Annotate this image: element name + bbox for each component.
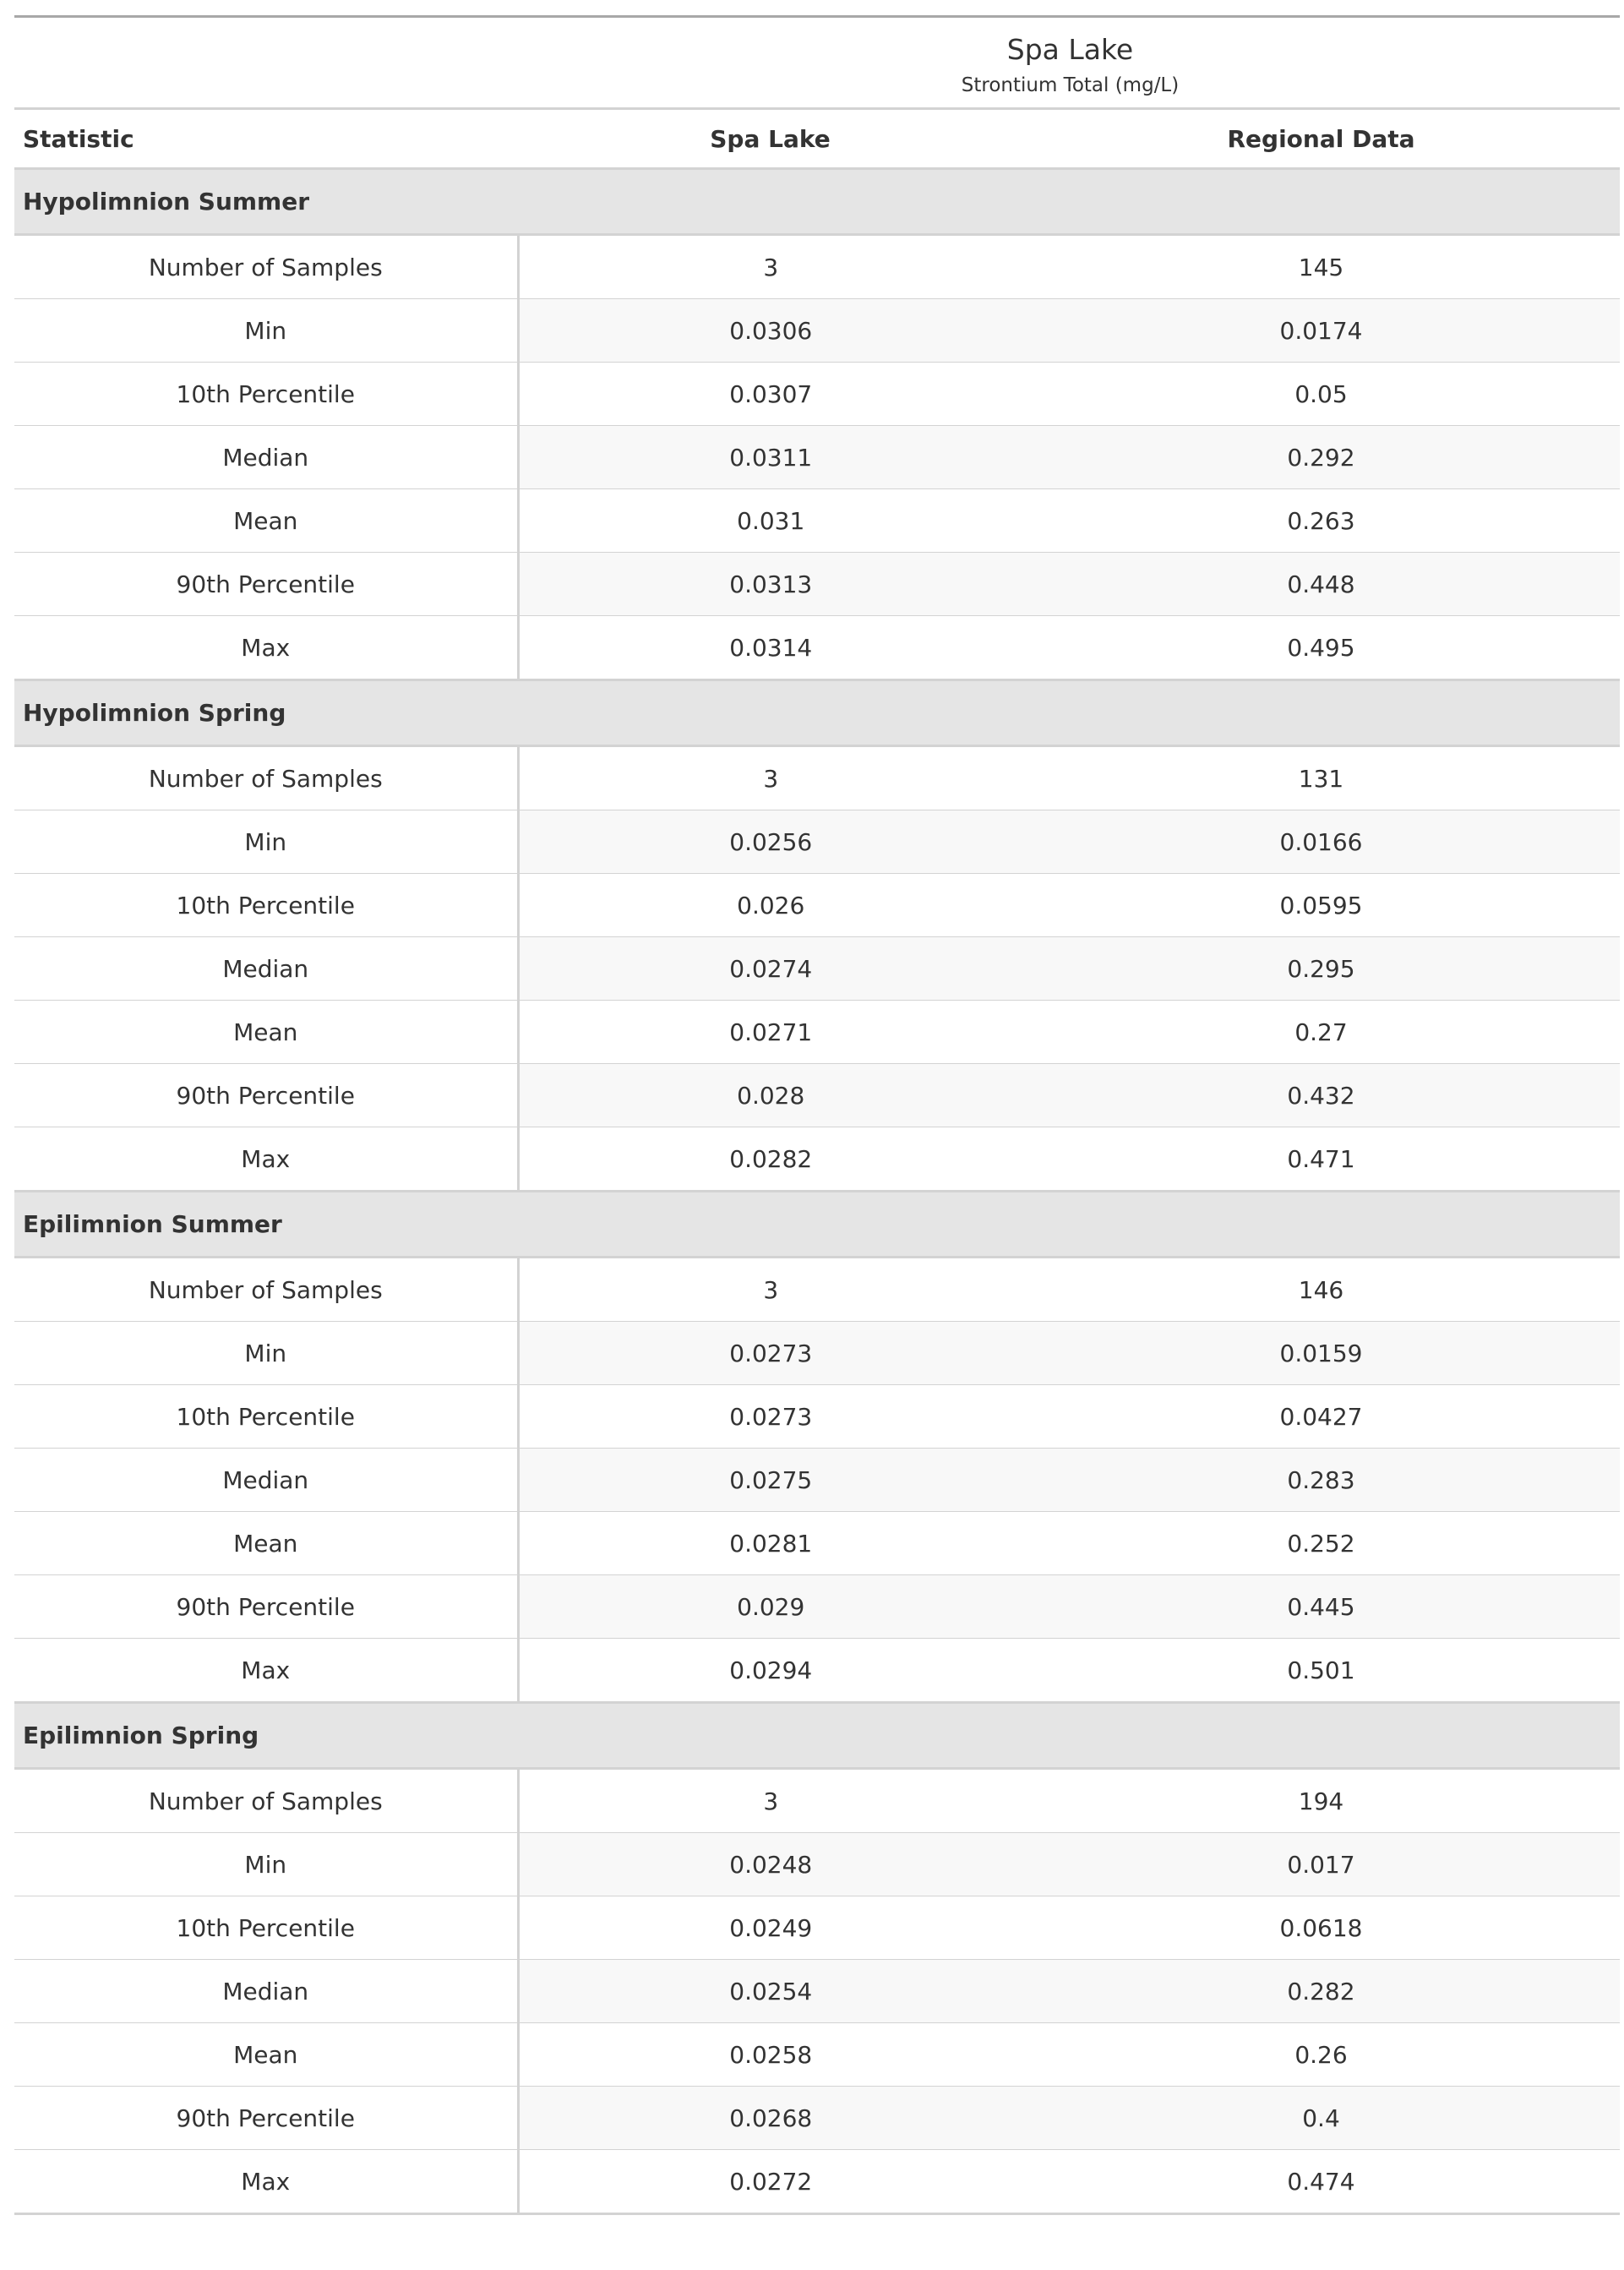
- regional-value-cell: 0.4: [1022, 2087, 1620, 2150]
- table-title: Spa Lake: [1006, 33, 1134, 66]
- regional-value-cell: 0.495: [1022, 616, 1620, 680]
- group-row: [14, 1703, 1620, 1769]
- regional-value-cell: 145: [1022, 235, 1620, 299]
- table-row: [14, 1385, 1620, 1449]
- spa-lake-value-cell: 0.0272: [518, 2150, 1022, 2214]
- table-row: [14, 1127, 1620, 1192]
- regional-value-cell: 0.474: [1022, 2150, 1620, 2214]
- statistic-cell: 90th Percentile: [14, 1575, 518, 1639]
- table-row: [14, 1512, 1620, 1575]
- spa-lake-value-cell: 0.031: [518, 489, 1022, 553]
- statistic-cell: Number of Samples: [14, 746, 518, 810]
- regional-value-cell: 0.471: [1022, 1127, 1620, 1192]
- statistic-cell: Median: [14, 937, 518, 1001]
- statistic-cell: Median: [14, 1449, 518, 1512]
- table-row: [14, 1960, 1620, 2023]
- statistic-cell: Mean: [14, 489, 518, 553]
- table-row: [14, 1258, 1620, 1322]
- statistic-cell: Max: [14, 2150, 518, 2214]
- spa-lake-value-cell: 3: [518, 235, 1022, 299]
- spa-lake-value-cell: 0.0268: [518, 2087, 1022, 2150]
- table-row: [14, 426, 1620, 489]
- statistic-cell: Max: [14, 1127, 518, 1192]
- table-title-row: [14, 17, 1620, 109]
- table-row: [14, 1449, 1620, 1512]
- group-row: [14, 680, 1620, 746]
- spa-lake-value-cell: 0.0273: [518, 1385, 1022, 1449]
- regional-value-cell: 0.292: [1022, 426, 1620, 489]
- column-header-row: [14, 109, 1620, 169]
- table-row: [14, 2023, 1620, 2087]
- regional-value-cell: 0.448: [1022, 553, 1620, 616]
- table-row: [14, 299, 1620, 363]
- table-row: [14, 874, 1620, 937]
- regional-value-cell: 0.05: [1022, 363, 1620, 426]
- statistic-cell: Mean: [14, 2023, 518, 2087]
- regional-value-cell: 0.432: [1022, 1064, 1620, 1127]
- spa-lake-value-cell: 0.0282: [518, 1127, 1022, 1192]
- table-row: [14, 489, 1620, 553]
- spa-lake-value-cell: 0.0314: [518, 616, 1022, 680]
- spa-lake-value-cell: 0.0273: [518, 1322, 1022, 1385]
- regional-value-cell: 0.26: [1022, 2023, 1620, 2087]
- regional-value-cell: 131: [1022, 746, 1620, 810]
- statistic-cell: Median: [14, 426, 518, 489]
- table-row: [14, 1639, 1620, 1703]
- statistic-cell: Max: [14, 616, 518, 680]
- statistic-cell: 10th Percentile: [14, 363, 518, 426]
- spa-lake-value-cell: 0.0307: [518, 363, 1022, 426]
- table-row: [14, 1769, 1620, 1833]
- statistic-cell: 90th Percentile: [14, 2087, 518, 2150]
- spa-lake-value-cell: 0.0306: [518, 299, 1022, 363]
- spa-lake-value-cell: 0.0249: [518, 1896, 1022, 1960]
- table-row: [14, 746, 1620, 810]
- spa-lake-value-cell: 0.029: [518, 1575, 1022, 1639]
- summary-table-container: [14, 15, 1620, 2215]
- spa-lake-value-cell: 0.0248: [518, 1833, 1022, 1896]
- spa-lake-value-cell: 0.0281: [518, 1512, 1022, 1575]
- spa-lake-value-cell: 0.0258: [518, 2023, 1022, 2087]
- statistic-cell: Min: [14, 1322, 518, 1385]
- regional-value-cell: 0.445: [1022, 1575, 1620, 1639]
- statistic-cell: 90th Percentile: [14, 1064, 518, 1127]
- regional-value-cell: 194: [1022, 1769, 1620, 1833]
- regional-value-cell: 0.0618: [1022, 1896, 1620, 1960]
- regional-value-cell: 0.283: [1022, 1449, 1620, 1512]
- column-header-spa-lake: Spa Lake: [518, 109, 1022, 169]
- spa-lake-value-cell: 0.0274: [518, 937, 1022, 1001]
- spa-lake-value-cell: 0.026: [518, 874, 1022, 937]
- regional-value-cell: 0.0166: [1022, 810, 1620, 874]
- table-subtitle: Strontium Total (mg/L): [961, 74, 1180, 96]
- statistic-cell: 90th Percentile: [14, 553, 518, 616]
- regional-value-cell: 0.0427: [1022, 1385, 1620, 1449]
- spa-lake-value-cell: 0.0254: [518, 1960, 1022, 2023]
- column-header-regional-data: Regional Data: [1022, 109, 1620, 169]
- spa-lake-value-cell: 0.0275: [518, 1449, 1022, 1512]
- statistic-cell: Median: [14, 1960, 518, 2023]
- spa-lake-value-cell: 0.0256: [518, 810, 1022, 874]
- table-row: [14, 2087, 1620, 2150]
- spa-lake-value-cell: 3: [518, 1258, 1022, 1322]
- table-row: [14, 1575, 1620, 1639]
- table-row: [14, 2150, 1620, 2214]
- statistic-cell: Mean: [14, 1001, 518, 1064]
- spa-lake-value-cell: 0.0294: [518, 1639, 1022, 1703]
- statistic-cell: Number of Samples: [14, 1258, 518, 1322]
- group-label: Epilimnion Summer: [14, 1192, 1620, 1258]
- spa-lake-value-cell: 0.0313: [518, 553, 1022, 616]
- table-row: [14, 937, 1620, 1001]
- column-header-statistic: Statistic: [14, 109, 518, 169]
- table-heading: [14, 17, 1620, 109]
- group-label: Hypolimnion Summer: [14, 169, 1620, 235]
- statistics-table: [14, 15, 1620, 2215]
- regional-value-cell: 0.263: [1022, 489, 1620, 553]
- regional-value-cell: 0.0159: [1022, 1322, 1620, 1385]
- table-row: [14, 1001, 1620, 1064]
- group-row: [14, 169, 1620, 235]
- spa-lake-value-cell: 3: [518, 746, 1022, 810]
- table-row: [14, 616, 1620, 680]
- table-row: [14, 235, 1620, 299]
- statistic-cell: Min: [14, 299, 518, 363]
- statistic-cell: Min: [14, 1833, 518, 1896]
- regional-value-cell: 0.252: [1022, 1512, 1620, 1575]
- table-row: [14, 1833, 1620, 1896]
- statistic-cell: Mean: [14, 1512, 518, 1575]
- regional-value-cell: 0.295: [1022, 937, 1620, 1001]
- regional-value-cell: 0.501: [1022, 1639, 1620, 1703]
- spa-lake-value-cell: 0.0271: [518, 1001, 1022, 1064]
- table-body: [14, 169, 1620, 2214]
- regional-value-cell: 146: [1022, 1258, 1620, 1322]
- table-row: [14, 1896, 1620, 1960]
- regional-value-cell: 0.0174: [1022, 299, 1620, 363]
- spa-lake-value-cell: 0.0311: [518, 426, 1022, 489]
- statistic-cell: Number of Samples: [14, 235, 518, 299]
- table-row: [14, 1322, 1620, 1385]
- spa-lake-value-cell: 0.028: [518, 1064, 1022, 1127]
- group-label: Epilimnion Spring: [14, 1703, 1620, 1769]
- table-row: [14, 810, 1620, 874]
- table-row: [14, 1064, 1620, 1127]
- statistic-cell: 10th Percentile: [14, 874, 518, 937]
- regional-value-cell: 0.27: [1022, 1001, 1620, 1064]
- statistic-cell: Min: [14, 810, 518, 874]
- table-row: [14, 363, 1620, 426]
- statistic-cell: Number of Samples: [14, 1769, 518, 1833]
- statistic-cell: 10th Percentile: [14, 1385, 518, 1449]
- group-label: Hypolimnion Spring: [14, 680, 1620, 746]
- group-row: [14, 1192, 1620, 1258]
- statistic-cell: 10th Percentile: [14, 1896, 518, 1960]
- regional-value-cell: 0.0595: [1022, 874, 1620, 937]
- regional-value-cell: 0.282: [1022, 1960, 1620, 2023]
- regional-value-cell: 0.017: [1022, 1833, 1620, 1896]
- statistic-cell: Max: [14, 1639, 518, 1703]
- spa-lake-value-cell: 3: [518, 1769, 1022, 1833]
- table-row: [14, 553, 1620, 616]
